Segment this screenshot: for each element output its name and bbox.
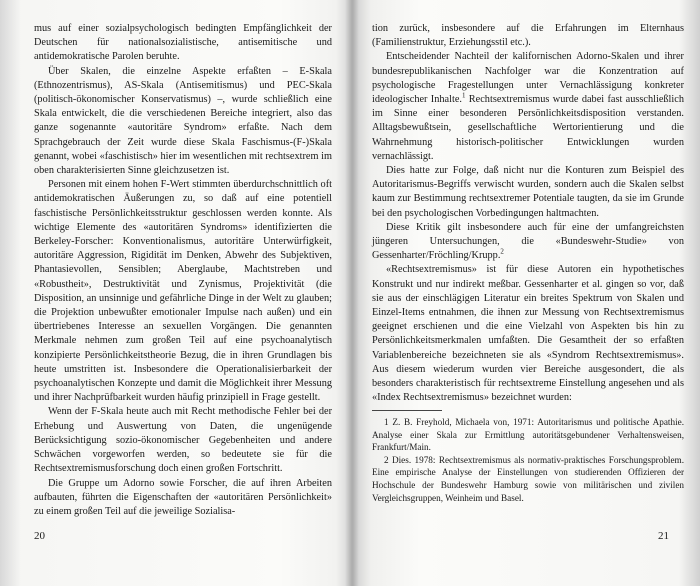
- paragraph: Wenn der F-Skala heute auch mit Recht methodische Fehler bei der Erhebung und Auswertung von Daten, die ungenügende Berücksichtigung sozio-ökonomischer Gegebenheiten und andere Schwächen vorgeworfen werden, so bedeutete sie für die Rechtsextremismusforschung doch einen großen Fortschritt.: [34, 406, 332, 475]
- paragraph-text: Rechtsextremismus wurde dabei fast ausschließlich im Sinne einer besonderen Persönlichkeitsdisposition verstanden. Alltagsbewußtsein, gesellschaftliche Wertorientierung und die Wahrnehmung historisch-politischer Entwicklungen wurden vernachlässigt.: [372, 94, 684, 162]
- footnote-divider: [372, 410, 442, 411]
- right-page: [352, 0, 700, 586]
- paragraph: tion zurück, insbesondere auf die Erfahrungen im Elternhaus (Familienstruktur, Erziehungsstil etc.).: [372, 23, 684, 49]
- paragraph: Über Skalen, die einzelne Aspekte erfaßten – E-Skala (Ethnozentrismus), AS-Skala (Antisemitismus) und PEC-Skala (politisch-ökonomischer Konservatismus) –, wurde schließlich eine Skala entwickelt, die die verschiedenen Bereiche integriert, also das ganze sogenannte «autoritäre Syndrom» erfaßte. Nach dem Sprachgebrauch der Zeit wurde diese Skala Faschismus-(F-)Skala genannt, wobei «faschistisch» hier im wesentlichen mit rechtsextrem im oben charakterisierten Sinne gleichzusetzen ist.: [34, 65, 332, 177]
- page-number: 20: [34, 530, 45, 542]
- paragraph-text: Diese Kritik gilt insbesondere auch für eine der umfangreichsten jüngeren Untersuchungen, die «Bundeswehr-Studie» von Gessenharter/Fröchling/Krupp.: [372, 221, 684, 262]
- footnote-ref: 2: [500, 247, 504, 256]
- left-page-text: [34, 22, 332, 519]
- page-number: 21: [658, 530, 669, 542]
- footnote: 1 Z. B. Freyhold, Michaela von, 1971: Autoritarismus und politische Apathie. Analyse einer Skala zur Ermittlung autoritätsgebundener Verhaltensweisen, Frankfurt/Main.: [372, 417, 684, 453]
- right-page-text: [372, 22, 684, 405]
- paragraph: [372, 50, 684, 164]
- footnote-ref: 1: [461, 91, 466, 100]
- paragraph: [372, 221, 684, 264]
- paragraph: mus auf einer sozialpsychologisch bedingten Empfänglichkeit der Deutschen für nationalsozialistische, antisemitische und antidemokratische Parolen beruhte.: [34, 23, 332, 63]
- footnote: 2 Dies. 1978: Rechtsextremismus als normativ-praktisches Forschungsproblem. Eine empirische Analyse der Einstellungen von studierenden Offizieren der Hochschule der Bundeswehr Hamburg sowie von militärischen und zivilen Vergleichsgruppen, Weinheim und Basel.: [372, 454, 684, 503]
- paragraph: Dies hatte zur Folge, daß nicht nur die Konturen zum Beispiel des Autoritarismus-Begriffs verwischt wurden, sondern auch die Skalen selbst kaum zur Bestimmung rechtsextremer Potentiale taugten, da sie im Grunde bei den psychologischen Vorbedingungen haltmachten.: [372, 165, 684, 219]
- footnotes: [372, 416, 684, 504]
- paragraph: «Rechtsextremismus» ist für diese Autoren ein hypothetisches Konstrukt und nur indirekt meßbar. Gessenharter et al. gingen so vor, daß sie aus der einschlägigen Literatur ein breites Spektrum von Skalen und Einzel-Items entnahmen, die ihnen zur Messung von Rechtsextremismus geeignet erschienen und die eine Vielzahl von Aspekten bis hin zu Persönlichkeitsmerkmalen umfaßten. Die Gesamtheit der so erfaßten Variablenbereiche bezeichneten sie als «Syndrom Rechtsextremismus». Aus diesem wiederum wurden vier Bereiche ausgesondert, die als besonders charakteristisch für rechtsextreme Einstellung angesehen und als «Index Rechtsextremismus» bezeichnet wurden:: [372, 264, 684, 404]
- paragraph: Die Gruppe um Adorno sowie Forscher, die auf ihren Arbeiten aufbauten, führten die Eigenschaften der «autoritären Persönlichkeit» zu einem großen Teil auf die jeweilige Sozialisa-: [34, 477, 332, 517]
- paragraph-text: Entscheidender Nachteil der kalifornischen Adorno-Skalen und ihrer bundesrepublikanischen Nachfolger war die Konzentration auf psychologische Fragestellungen unter Vernachlässigung konkreter ideologischer Inhalte.: [372, 51, 684, 106]
- paragraph: Personen mit einem hohen F-Wert stimmten überdurchschnittlich oft antidemokratischen Äußerungen zu, so daß auf eine potentiell faschistische Persönlichkeitsstruktur geschlossen werden konnte. Als wichtige Elemente des «autoritären Syndroms» identifizierten die Berkeley-Forscher: Konventionalismus, autoritäre Unterwürfigkeit, autoritäre Aggression, Rigidität im Denken, Abwehr des Subjektiven, Phantasievollen, Sensiblen; Aberglaube, Machtstreben und «Robustheit», Destruktivität und Zynismus, Projektivität (die Disposition, an unsinnige und gefährliche Dinge in der Welt zu glauben; die Projektion unbewußter emotionaler Impulse nach außen) und ein übertriebenes Interesse an sexuellen Vorgängen. Die genannten Merkmale nehmen zum großen Teil auf eine psychoanalytisch konzipierte Persönlichkeitstheorie Bezug, die in ihren Grundlagen bis heute umstritten ist. Insbesondere die Operationalisierbarkeit der psychoanalytischen Konzepte und damit die Möglichkeit ihrer Messung und ihrer Nachprüfbarkeit wurden häufig prinzipiell in Frage gestellt.: [34, 179, 332, 404]
